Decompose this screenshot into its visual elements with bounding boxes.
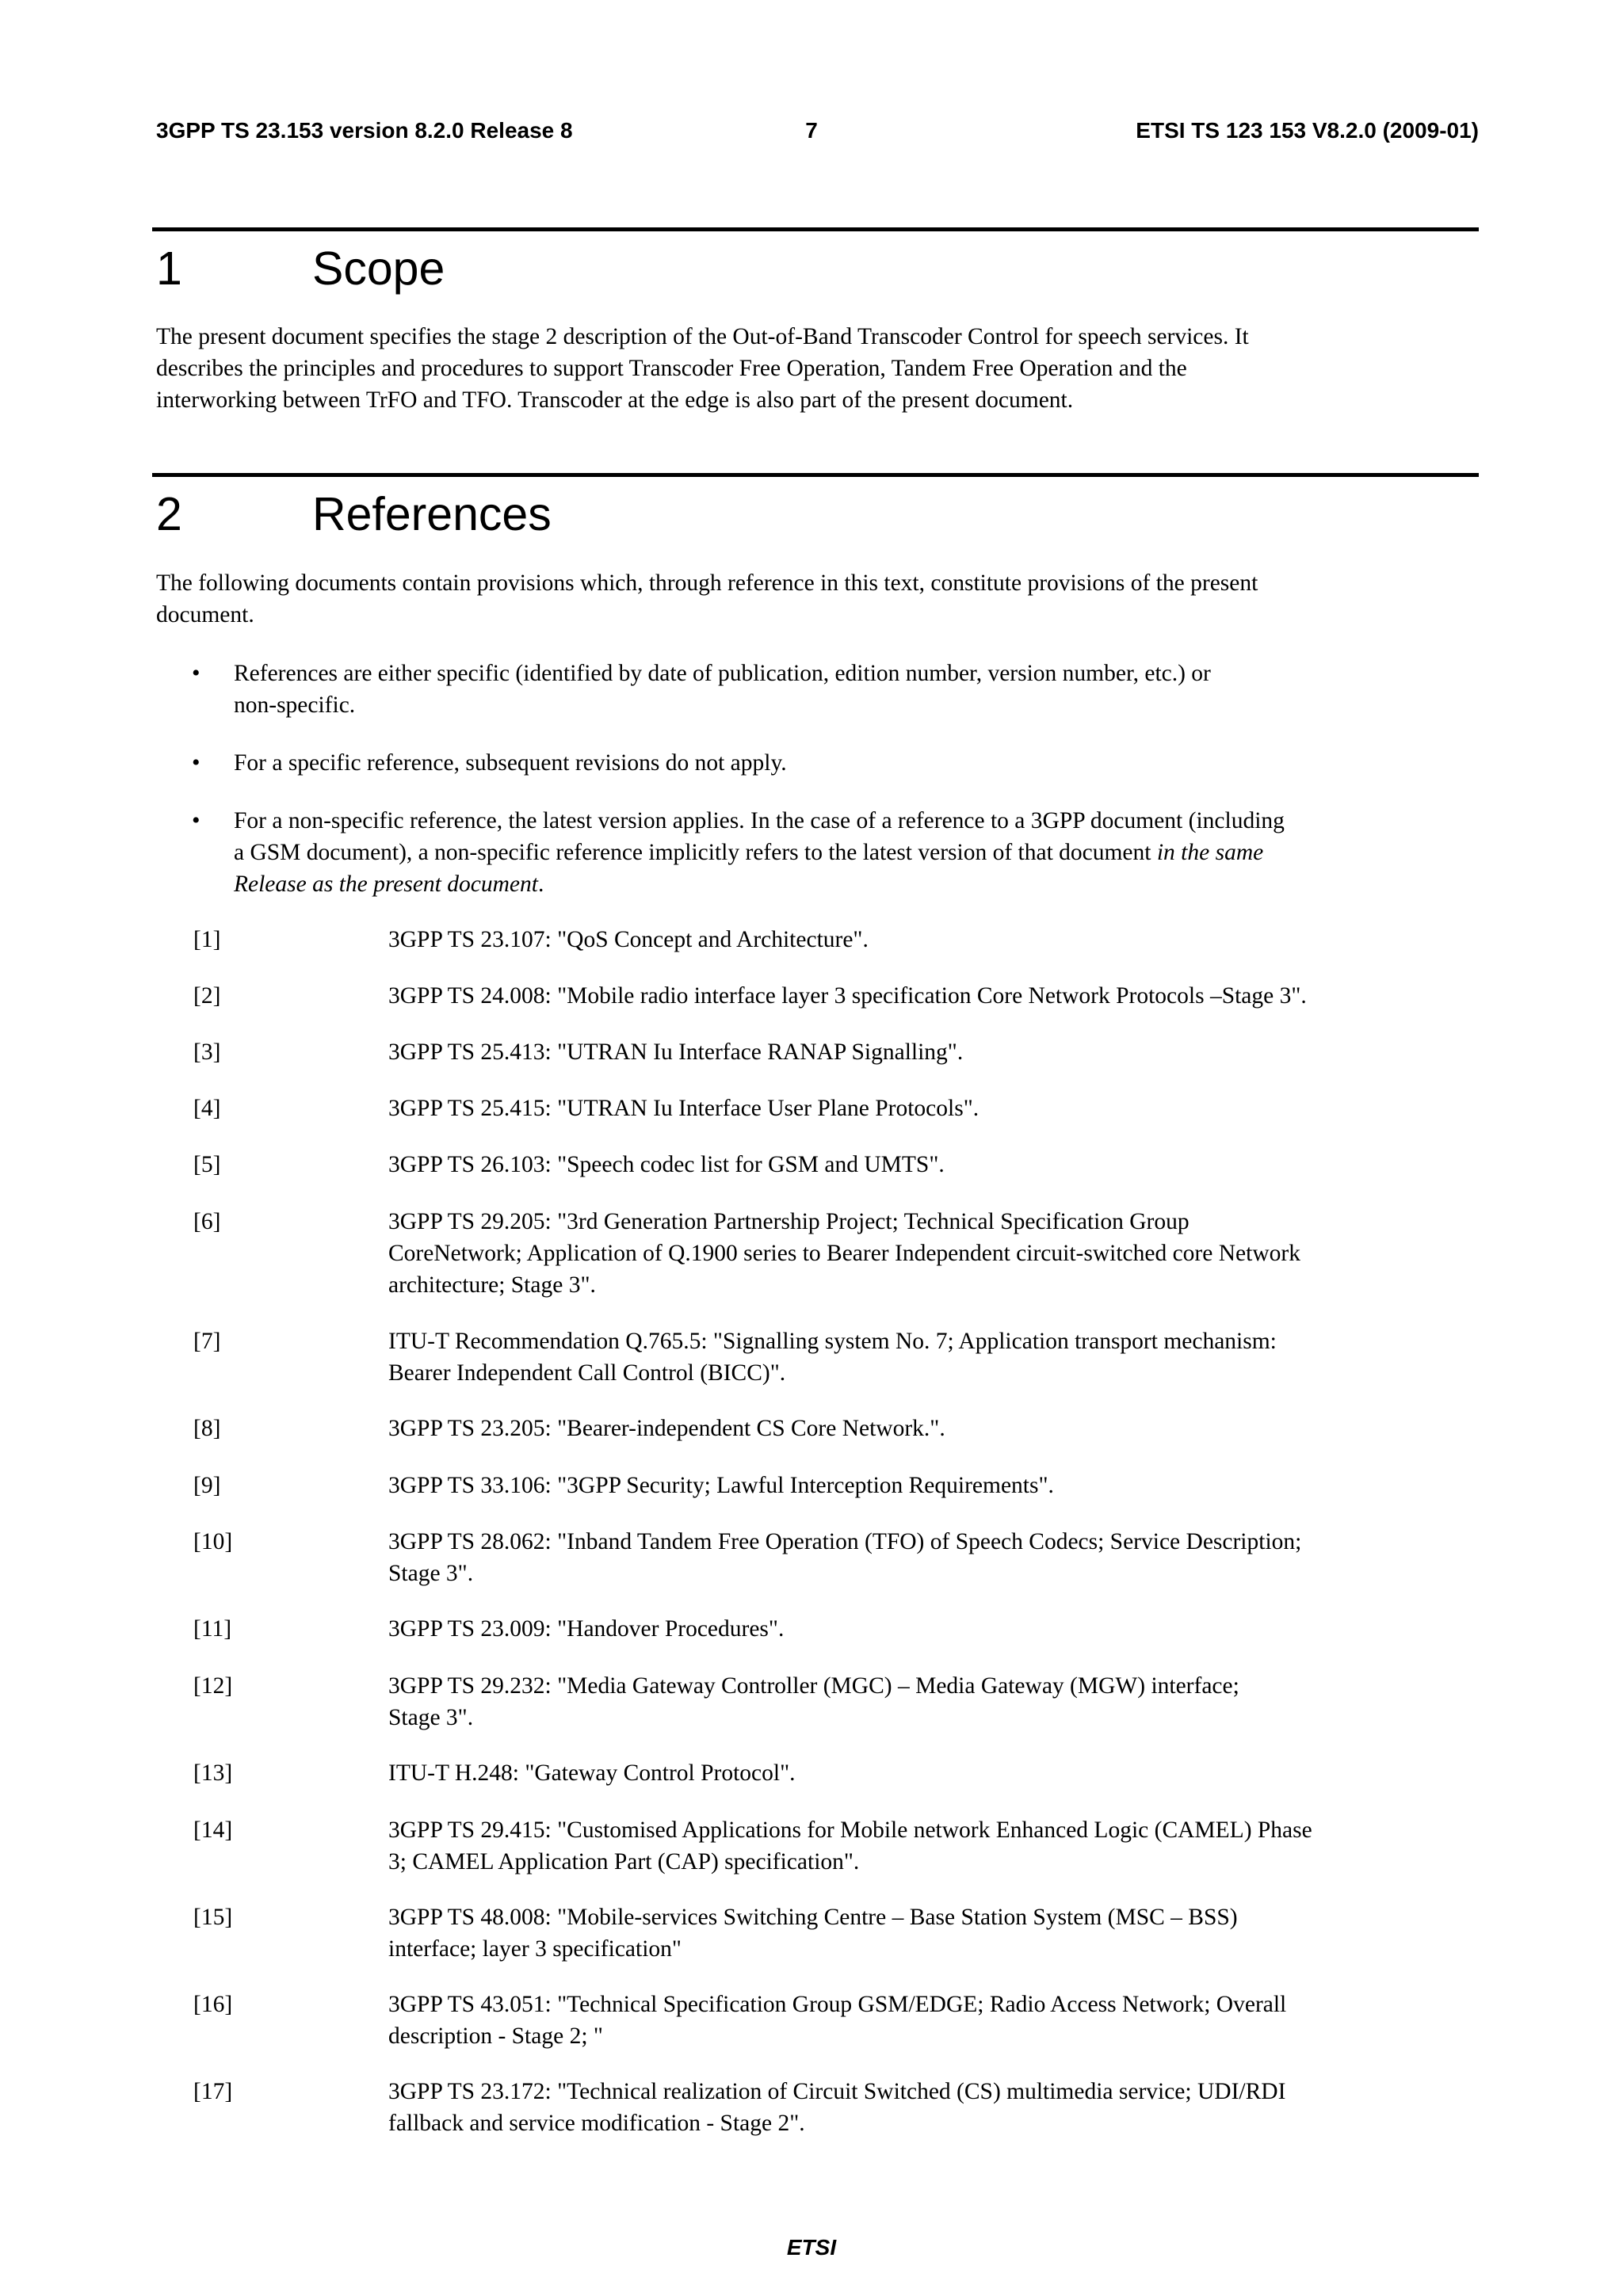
scope-paragraph	[156, 321, 1484, 416]
reference-line: Stage 3".	[388, 1705, 474, 1730]
bullet-item: For a non-specific reference, the latest version applies. In the case of a reference to a 3GPP document (including a GSM document), a non-specific reference implicitly refers to the latest version of that document in the same Release as the present document.	[234, 808, 1285, 897]
reference-text	[388, 2076, 1491, 2139]
reference-text	[388, 1526, 1491, 1589]
reference-text	[388, 1325, 1491, 1389]
reference-line: Bearer Independent Call Control (BICC)".	[388, 1360, 786, 1386]
reference-line: 3GPP TS 43.051: "Technical Specification Group GSM/EDGE; Radio Access Network; Overall	[388, 1992, 1287, 2017]
bullet-marker: •	[192, 660, 200, 686]
section-2-rule	[152, 473, 1479, 477]
reference-line: 3GPP TS 29.205: "3rd Generation Partnership Project; Technical Specification Group	[388, 1209, 1190, 1234]
reference-number: [14]	[193, 1817, 233, 1843]
reference-number: [1]	[193, 927, 221, 952]
reference-line: Stage 3".	[388, 1561, 474, 1586]
reference-line: CoreNetwork; Application of Q.1900 series to Bearer Independent circuit-switched core Network	[388, 1241, 1300, 1266]
header-spec-version: 3GPP TS 23.153 version 8.2.0 Release 8	[156, 118, 573, 143]
reference-text	[388, 924, 1491, 955]
reference-line: ITU-T Recommendation Q.765.5: "Signalling system No. 7; Application transport mechanism:	[388, 1329, 1277, 1354]
reference-text	[388, 1814, 1491, 1878]
reference-number: [8]	[193, 1416, 221, 1441]
reference-line: 3GPP TS 33.106: "3GPP Security; Lawful Interception Requirements".	[388, 1473, 1054, 1498]
header-page-number: 7	[805, 118, 818, 143]
scope-line: interworking between TrFO and TFO. Transcoder at the edge is also part of the present document.	[156, 387, 1074, 413]
reference-text	[388, 1413, 1491, 1444]
reference-line: description - Stage 2; "	[388, 2023, 603, 2049]
bullet-item: References are either specific (identified by date of publication, edition number, version number, etc.) or non-specific.	[234, 661, 1211, 718]
header-etsi-id: ETSI TS 123 153 V8.2.0 (2009-01)	[1136, 118, 1479, 143]
reference-number: [17]	[193, 2079, 233, 2104]
reference-text	[388, 1149, 1491, 1180]
reference-text	[388, 1206, 1491, 1301]
reference-number: [3]	[193, 1039, 221, 1065]
reference-line: 3GPP TS 23.172: "Technical realization of Circuit Switched (CS) multimedia service; UDI/RDI	[388, 2079, 1286, 2104]
reference-number: [15]	[193, 1905, 233, 1930]
section-1-rule	[152, 227, 1479, 231]
reference-line: 3GPP TS 23.205: "Bearer-independent CS Core Network.".	[388, 1416, 945, 1441]
references-intro-paragraph	[156, 567, 1484, 631]
reference-line: architecture; Stage 3".	[388, 1272, 596, 1298]
reference-line: ITU-T H.248: "Gateway Control Protocol".	[388, 1760, 796, 1786]
reference-text	[388, 1989, 1491, 2052]
references-intro-line: document.	[156, 602, 254, 627]
scope-line: The present document specifies the stage 2 description of the Out-of-Band Transcoder Control for speech services. It	[156, 324, 1249, 349]
reference-number: [2]	[193, 983, 221, 1009]
bullet-item: For a specific reference, subsequent revisions do not apply.	[234, 750, 787, 776]
reference-text	[388, 1670, 1491, 1733]
section-2-number: 2	[156, 488, 182, 540]
reference-text	[388, 1036, 1491, 1068]
reference-number: [11]	[193, 1616, 232, 1642]
reference-line: interface; layer 3 specification"	[388, 1936, 682, 1962]
reference-line: 3GPP TS 24.008: "Mobile radio interface layer 3 specification Core Network Protocols –Stage 3".	[388, 983, 1307, 1009]
reference-number: [16]	[193, 1992, 233, 2017]
bullet-marker: •	[192, 807, 200, 833]
reference-number: [10]	[193, 1529, 233, 1554]
section-2-title: References	[312, 488, 552, 540]
reference-line: 3GPP TS 25.415: "UTRAN Iu Interface User Plane Protocols".	[388, 1096, 980, 1121]
reference-line: 3GPP TS 25.413: "UTRAN Iu Interface RANAP Signalling".	[388, 1039, 964, 1065]
reference-line: 3GPP TS 23.107: "QoS Concept and Architecture".	[388, 927, 869, 952]
reference-text	[388, 1093, 1491, 1124]
reference-text	[388, 1613, 1491, 1645]
reference-text	[388, 1757, 1491, 1789]
reference-line: 3; CAMEL Application Part (CAP) specification".	[388, 1849, 860, 1875]
reference-number: [13]	[193, 1760, 233, 1786]
reference-line: fallback and service modification - Stage 2".	[388, 2111, 805, 2136]
bullet-marker: •	[192, 749, 200, 776]
reference-line: 3GPP TS 48.008: "Mobile-services Switching Centre – Base Station System (MSC – BSS)	[388, 1905, 1238, 1930]
reference-number: [7]	[193, 1329, 221, 1354]
reference-line: 3GPP TS 29.232: "Media Gateway Controller (MGC) – Media Gateway (MGW) interface;	[388, 1673, 1239, 1699]
reference-number: [12]	[193, 1673, 233, 1699]
scope-line: describes the principles and procedures to support Transcoder Free Operation, Tandem Free Operation and the	[156, 356, 1187, 381]
footer-etsi: ETSI	[786, 2235, 837, 2260]
references-intro-line: The following documents contain provisions which, through reference in this text, constitute provisions of the present	[156, 570, 1258, 596]
section-1-title: Scope	[312, 242, 445, 295]
reference-number: [4]	[193, 1096, 221, 1121]
reference-text	[388, 980, 1491, 1012]
reference-line: 3GPP TS 29.415: "Customised Applications for Mobile network Enhanced Logic (CAMEL) Phase	[388, 1817, 1312, 1843]
reference-line: 3GPP TS 26.103: "Speech codec list for GSM and UMTS".	[388, 1152, 945, 1177]
section-1-number: 1	[156, 242, 182, 295]
reference-number: [9]	[193, 1473, 221, 1498]
reference-line: 3GPP TS 23.009: "Handover Procedures".	[388, 1616, 785, 1642]
reference-line: 3GPP TS 28.062: "Inband Tandem Free Operation (TFO) of Speech Codecs; Service Description;	[388, 1529, 1302, 1554]
reference-text	[388, 1901, 1491, 1965]
reference-number: [6]	[193, 1209, 221, 1234]
reference-text	[388, 1470, 1491, 1501]
reference-number: [5]	[193, 1152, 221, 1177]
